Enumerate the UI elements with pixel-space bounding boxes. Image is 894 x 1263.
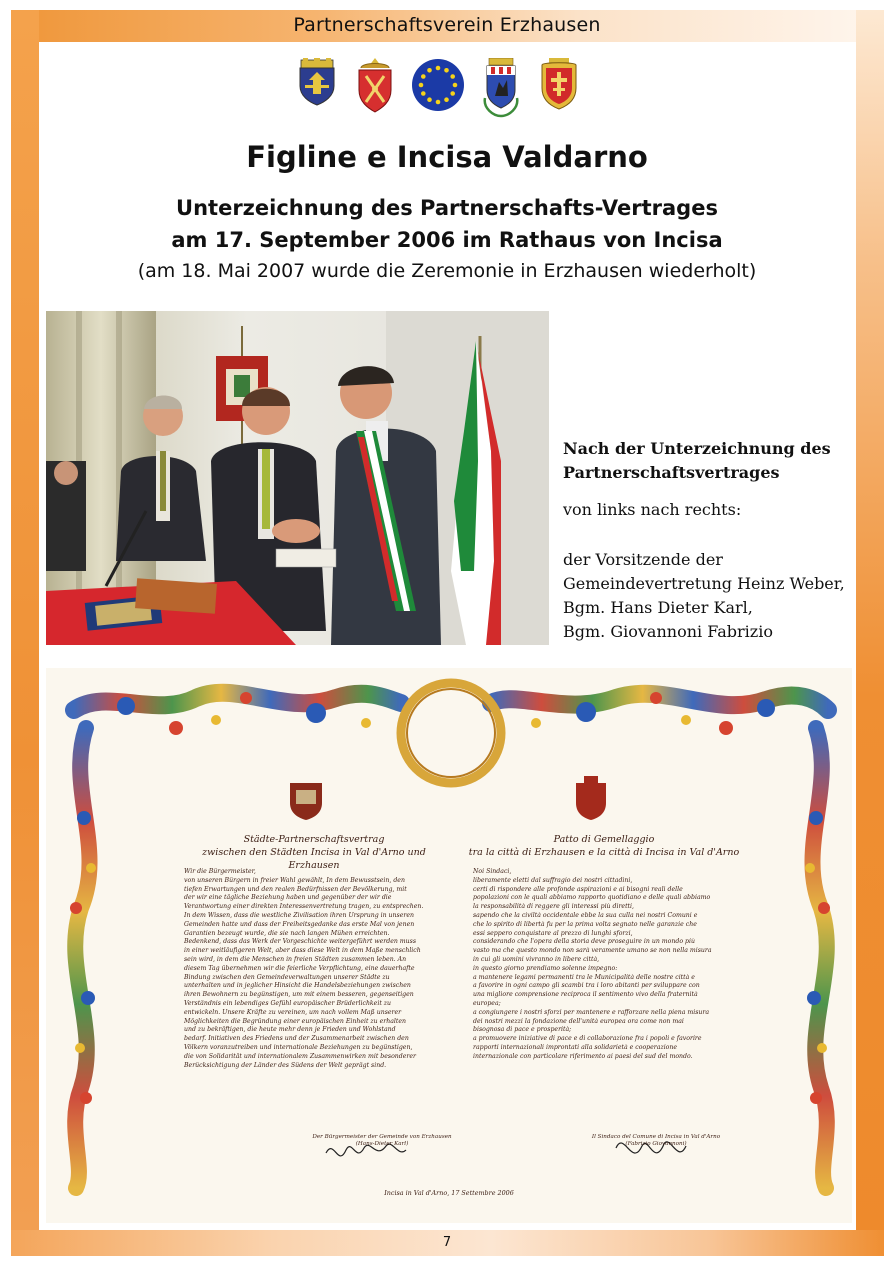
certificate-right-line: Noi Sindaci, [473,868,512,875]
subtitle-line-1: Unterzeichnung des Partnerschafts-Vertrages [176,196,718,220]
erzhausen-coat-of-arms-icon [297,58,337,106]
certificate-left-line: Wir die Bürgermeister, [184,868,256,875]
certificate-left-line: In dem Wissen, dass die westliche Zivilisation ihren Ursprung in unseren [184,911,414,919]
certificate-left-line: sein wird, in dem die Menschen in freien Städten zusammen leben. An [184,955,407,963]
certificate-left-line: ihren Bewohnern zu begünstigen, um mit einem besseren, gegenseitigen [184,991,414,999]
certificate-right-title-line-2: tra la città di Erzhausen e la città di Incisa in Val d'Arno [468,847,740,858]
certificate-left-line: Berücksichtigung der Länder des Südens der Welt geprägt sind. [184,1061,387,1069]
certificate-left-signature-label [292,1134,472,1148]
page-title: Figline e Incisa Valdarno [246,140,648,174]
certificate-left-line: Garantien bezeugt wurde, die sie nach langen Mühen erreichten. [184,929,390,937]
certificate-left-signature-line-2: (Hans-Dieter Karl) [355,1141,409,1147]
certificate-left-line: der wir eine tägliche Beziehung haben und gegenüber der wir die [184,894,392,902]
certificate-left-line: und zu bekräftigen, die heute mehr denn je Frieden und Wohlstand [184,1026,396,1034]
certificate-left-line: bedarf. Initiativen des Friedens und der Zusammenarbeit zwischen den [184,1035,409,1043]
certificate-right-title-line-1: Patto di Gemellaggio [553,834,655,845]
certificate-right-signature-line-1: Il Sindaco del Comune di Incisa in Val d'Arno [591,1134,721,1140]
certificate-right-line: la responsabilità di reggere gli interessi più diretti, [473,903,634,911]
photo-caption-heading [563,437,853,485]
certificate-right-line: vasto ma che questo mondo non sarà veramente umano se non nella misura [473,947,712,955]
certificate-right-line: a congiungere i nostri sforzi per mantenere e rafforzare nella piena misura [473,1008,710,1016]
certificate-right-line: rapporti internazionali improntati alla solidarietà e cooperazione [473,1043,678,1051]
figline-coat-of-arms-icon [481,58,521,118]
certificate-right-line: in cui gli uomini vivranno in libere città, [473,955,600,963]
partnership-certificate [46,668,852,1223]
subtitle-line-3: (am 18. Mai 2007 wurde die Zeremonie in Erzhausen wiederholt) [137,260,757,282]
certificate-right-line: sapendo che la civiltà occidentale ebbe la sua culla nei nostri Comuni e [473,911,698,919]
photo-caption-order: von links nach rechts: [563,500,742,519]
certificate-left-title-line-1: Städte-Partnerschaftsvertrag [243,834,385,845]
certificate-right-line: popolazioni con le quali abbiamo rapporto quotidiano e delle quali abbiamo [473,894,711,902]
certificate-right-line: una migliore comprensione reciproca il sentimento vivo della fraternità [473,991,698,999]
caption-name-line: Bgm. Hans Dieter Karl, [563,598,753,617]
certificate-left-line: Verständnis ein lebendiges Gefühl europäischer Brüderlichkeit zu [184,999,392,1007]
certificate-left-line: diesem Tag übernehmen wir die feierliche Verpflichtung, eine dauerhafte [184,964,415,972]
incisa-coat-of-arms-icon [355,58,395,114]
subtitle-line-2: am 17. September 2006 im Rathaus von Incisa [171,228,723,252]
certificate-left-line: Völkern voranzutreiben und internationale Beziehungen zu begünstigen, [184,1043,413,1051]
certificate-right-title [464,833,744,859]
certificate-left-title-line-2: zwischen den Städten Incisa in Val d'Arno und Erzhausen [202,847,426,871]
partner-town-coat-of-arms-icon [539,58,579,110]
certificate-left-line: entwickeln. Unsere Kräfte zu vereinen, um nach vollem Maß unserer [184,1008,402,1016]
certificate-right-line: in questo giorno prendiamo solenne impegno: [473,964,618,972]
certificate-right-line: a promuovere iniziative di pace e di collaborazione fra i popoli e favorire [473,1035,702,1043]
certificate-left-line: Verantwortung einer direkten Interessenvertretung tragen, zu entsprechen. [184,903,424,911]
certificate-left-line: Bedenkend, dass das Werk der Vorgeschichte weitergeführt werden muss [184,938,417,946]
certificate-left-line: Bindung zwischen den Gemeindeverwaltungen unserer Städte zu [184,973,390,981]
certificate-right-line: a favorire in ogni campo gli scambi tra i loro abitanti per sviluppare con [473,982,700,990]
certificate-left-line: in einer weitläufigeren Welt, aber dass diese Welt in dem Maße menschlich [184,947,421,955]
page-number: 7 [442,1235,452,1250]
certificate-left-line: die von Solidarität und internationalem Zusammenwirken mit besonderer [184,1052,416,1060]
header-title: Partnerschaftsverein Erzhausen [293,14,601,36]
certificate-right-line: bisognosa di pace e prosperità; [473,1026,572,1034]
certificate-right-signature-line-2: (Fabrizio Giovannoni) [625,1141,687,1147]
certificate-footer-date: Incisa in Val d'Arno, 17 Settembre 2006 [384,1189,514,1197]
certificate-left-line: tiefen Erwartungen und den realen Bedürfnissen der Bevölkerung, mit [184,885,407,893]
certificate-right-line: considerando che l'opera della storia deve proseguire in un mondo più [473,938,695,946]
certificate-left-line: Gemeinden hatte und dass der Freiheitsgedanke das erste Mal von jenen [184,920,415,928]
certificate-right-signature-label [566,1134,746,1148]
certificate-right-line: certi di rispondere alle profonde aspirazioni e ai bisogni reali delle [473,885,683,893]
certificate-left-title [184,833,444,872]
certificate-left-body [184,868,436,1070]
caption-heading-line: Nach der Unterzeichnung des [563,439,831,458]
caption-name-line: der Vorsitzende der [563,550,723,569]
caption-heading-line: Partnerschaftsvertrages [563,463,780,482]
caption-name-line: Bgm. Giovannoni Fabrizio [563,622,773,641]
certificate-left-line: unterhalten und in jeglicher Hinsicht die Handelsbeziehungen zwischen [184,982,411,990]
certificate-left-line: Möglichkeiten die Begründung einer europäischen Einheit zu erhalten [184,1017,407,1025]
certificate-right-line: internazionale con particolare riferimento ai paesi del sud del mondo. [473,1052,693,1060]
certificate-left-signature-line-1: Der Bürgermeister der Gemeinde von Erzhausen [312,1134,452,1140]
certificate-right-line: essi seppero conquistare al prezzo di lunghi sforzi, [473,929,633,937]
caption-name-line: Gemeindevertretung Heinz Weber, [563,574,845,593]
signing-ceremony-photo [46,311,549,645]
photo-caption-names [563,548,853,644]
certificate-right-line: che lo spirito di libertà fu per la prima volta segnato nelle garanzie che [473,920,697,928]
certificate-right-line: europea; [473,999,501,1007]
eu-flag-icon [411,58,465,112]
certificate-right-body [473,868,725,1062]
certificate-right-line: liberamente eletti dal suffragio dei nostri cittadini, [473,876,633,884]
certificate-left-line: von unseren Bürgern in freier Wahl gewählt, In dem Bewusstsein, den [184,876,405,884]
certificate-right-line: dei nostri mezzi la fondazione dell'unità europea ora come non mai [473,1017,684,1025]
certificate-right-line: a mantenere legami permanenti tra le Municipalità delle nostre città e [473,973,695,981]
